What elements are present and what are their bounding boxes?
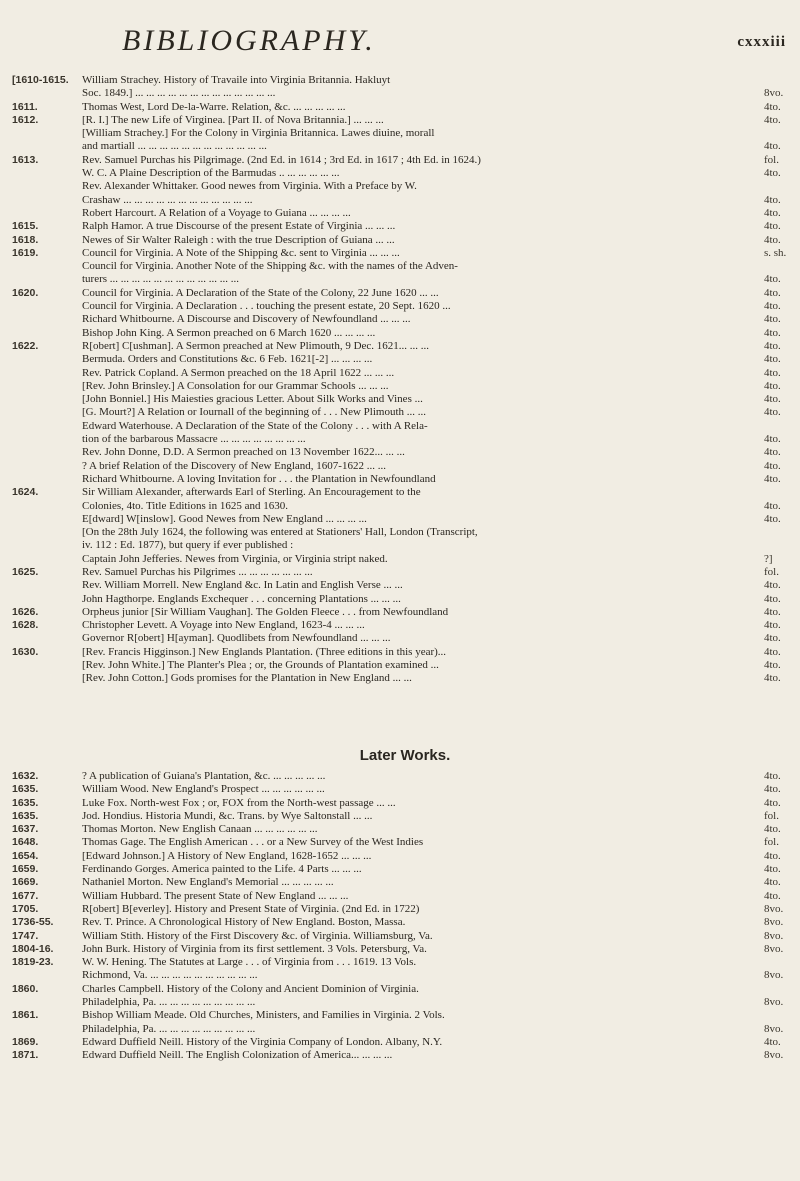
entry-year: 1622. [12, 339, 39, 352]
bibliography-entry [12, 1049, 798, 1062]
bibliography-entry [12, 956, 798, 969]
entry-year: 1611. [12, 100, 38, 113]
bibliography-entry [12, 553, 798, 566]
entry-format: 4to. [764, 353, 781, 366]
bibliography-entry [12, 1009, 798, 1022]
entry-text: Thomas West, Lord De-la-Warre. Relation, &c. ... ... ... ... ... [82, 100, 346, 113]
entry-format: 4to. [764, 796, 781, 809]
bibliography-entry [12, 916, 798, 929]
entry-text: Bermuda. Orders and Constitutions &c. 6 Feb. 1621[-2] ... ... ... ... [82, 353, 373, 366]
entry-text: [John Bonniel.] His Maiesties gracious Letter. About Silk Works and Vines ... [82, 393, 423, 406]
entry-format: fol. [764, 836, 779, 849]
entry-text: Bishop John King. A Sermon preached on 6 March 1620 ... ... ... ... [82, 326, 376, 339]
entry-text: Thomas Gage. The English American . . . or a New Survey of the West Indies [82, 836, 424, 849]
entry-text: William Hubbard. The present State of New England ... ... ... [82, 889, 349, 902]
entry-year: 1860. [12, 982, 39, 995]
entry-format: 4to. [764, 849, 781, 862]
entry-text: Rev. T. Prince. A Chronological History of New England. Boston, Massa. [82, 916, 406, 929]
bibliography-entry [12, 513, 798, 526]
entry-format: 4to. [764, 592, 781, 605]
bibliography-entry [12, 420, 798, 433]
bibliography-entry [12, 823, 798, 836]
entry-text: Luke Fox. North-west Fox ; or, FOX from the North-west passage ... ... [82, 796, 396, 809]
bibliography-entry [12, 460, 798, 473]
entry-format: 8vo. [764, 87, 784, 100]
entry-format: 4to. [764, 645, 781, 658]
bibliography-entry [12, 1036, 798, 1049]
entry-text: Rev. Samuel Purchas his Pilgrimage. (2nd Ed. in 1614 ; 3rd Ed. in 1617 ; 4th Ed. in 1624.) [82, 153, 481, 166]
entry-text: Edward Waterhouse. A Declaration of the State of the Colony . . . with A Rela- [82, 419, 428, 432]
entry-year: 1677. [12, 889, 39, 902]
entry-text: [On the 28th July 1624, the following was entered at Stationers' Hall, London (Transcript, [82, 526, 478, 539]
entry-text: Thomas Morton. New English Canaan ... ... ... ... ... ... [82, 823, 318, 836]
entry-format: 4to. [764, 499, 781, 512]
bibliography-entry [12, 486, 798, 499]
bibliography-entry [12, 140, 798, 153]
entry-format: 4to. [764, 193, 781, 206]
entry-text: [Edward Johnson.] A History of New England, 1628-1652 ... ... ... [82, 849, 372, 862]
entry-text: Rev. Patrick Copland. A Sermon preached on the 18 April 1622 ... ... ... [82, 366, 395, 379]
bibliography-entry [12, 167, 798, 180]
entry-text: Edward Duffield Neill. The English Colonization of America... ... ... ... [82, 1049, 393, 1062]
bibliography-entry [12, 863, 798, 876]
entry-text: turers ... ... ... ... ... ... ... ... ... ... ... ... [82, 273, 240, 286]
entry-format: 8vo. [764, 942, 784, 955]
entry-text: Ralph Hamor. A true Discourse of the present Estate of Virginia ... ... ... [82, 220, 396, 233]
entry-format: 8vo. [764, 1022, 784, 1035]
entry-text: Edward Duffield Neill. History of the Virginia Company of London. Albany, N.Y. [82, 1035, 443, 1048]
entry-text: Crashaw ... ... ... ... ... ... ... ... ... ... ... ... [82, 193, 253, 206]
bibliography-entry [12, 114, 798, 127]
entry-format: s. sh. [764, 246, 787, 259]
entry-text: Council for Virginia. Another Note of the Shipping &c. with the names of the Adven- [82, 260, 458, 273]
entry-text: Newes of Sir Walter Raleigh : with the true Description of Guiana ... ... [82, 233, 395, 246]
entry-format: 4to. [764, 433, 781, 446]
entry-text: Council for Virginia. A Declaration of the State of the Colony, 22 June 1620 ... ... [82, 286, 439, 299]
entry-text: Rev. Alexander Whittaker. Good newes from Virginia. With a Preface by W. [82, 180, 417, 193]
entry-format: 8vo. [764, 902, 784, 915]
bibliography-entry [12, 327, 798, 340]
bibliography-entry [12, 287, 798, 300]
bibliography-entry [12, 393, 798, 406]
entry-text: tion of the barbarous Massacre ... ... ... ... ... ... ... ... [82, 433, 306, 446]
bibliography-entry [12, 983, 798, 996]
entry-format: 4to. [764, 605, 781, 618]
entry-year: 1869. [12, 1035, 39, 1048]
entry-text: Captain John Jefferies. Newes from Virginia, or Virginia stript naked. [82, 552, 388, 565]
entry-format: fol. [764, 565, 779, 578]
entry-format: 8vo. [764, 996, 784, 1009]
entry-format: 4to. [764, 579, 781, 592]
bibliography-entry [12, 207, 798, 220]
entry-text: Rev. William Morrell. New England &c. In Latin and English Verse ... ... [82, 579, 403, 592]
bibliography-entry [12, 969, 798, 982]
entry-format: 4to. [764, 770, 781, 782]
entry-text: [Rev. John White.] The Planter's Plea ; or, the Grounds of Plantation examined ... [82, 659, 439, 672]
entry-format: 4to. [764, 459, 781, 472]
bibliography-entry [12, 433, 798, 446]
bibliography-entry [12, 313, 798, 326]
entry-year: 1635. [12, 796, 39, 809]
entry-year: 1630. [12, 645, 39, 658]
entry-format: 4to. [764, 300, 781, 313]
entry-text: ? A publication of Guiana's Plantation, &c. ... ... ... ... ... [82, 770, 326, 782]
entry-format: 4to. [764, 206, 781, 219]
bibliography-entry [12, 593, 798, 606]
entry-text: [Rev. John Brinsley.] A Consolation for our Grammar Schools ... ... ... [82, 379, 389, 392]
entry-format: 4to. [764, 286, 781, 299]
entry-text: Bishop William Meade. Old Churches, Ministers, and Families in Virginia. 2 Vols. [82, 1009, 445, 1022]
entry-year: 1637. [12, 823, 39, 836]
entry-format: 8vo. [764, 969, 784, 982]
bibliography-entry [12, 996, 798, 1009]
entry-year: 1669. [12, 876, 39, 889]
bibliography-entry [12, 836, 798, 849]
bibliography-entry [12, 74, 798, 87]
entry-year: 1626. [12, 605, 39, 618]
entry-year: 1632. [12, 770, 39, 782]
entry-text: Soc. 1849.] ... ... ... ... ... ... ... ... ... ... ... ... ... [82, 87, 276, 100]
entry-year: 1635. [12, 809, 39, 822]
bibliography-entry [12, 1023, 798, 1036]
entry-format: 4to. [764, 619, 781, 632]
page-number: cxxxiii [737, 34, 786, 50]
entry-format: 4to. [764, 113, 781, 126]
entry-text: William Wood. New England's Prospect ... ... ... ... ... ... [82, 783, 325, 796]
entry-format: 4to. [764, 220, 781, 233]
entry-year: 1618. [12, 233, 39, 246]
bibliography-entry [12, 646, 798, 659]
entry-text: John Hagthorpe. Englands Exchequer . . . concerning Plantations ... ... ... [82, 592, 401, 605]
entry-year: 1612. [12, 113, 39, 126]
entry-text: William Strachey. History of Travaile into Virginia Britannia. Hakluyt [82, 74, 391, 86]
entry-text: Rev. Samuel Purchas his Pilgrimes ... ... ... ... ... ... ... [82, 565, 313, 578]
bibliography-entry [12, 154, 798, 167]
bibliography-entry [12, 446, 798, 459]
entry-format: 4to. [764, 632, 781, 645]
bibliography-entry [12, 87, 798, 100]
bibliography-entry [12, 890, 798, 903]
entry-year: 1648. [12, 836, 39, 849]
entry-year: 1705. [12, 902, 39, 915]
entry-year: 1819-23. [12, 956, 54, 969]
entry-year: 1861. [12, 1009, 39, 1022]
bibliography-entry [12, 273, 798, 286]
entry-format: 4to. [764, 379, 781, 392]
entry-format: 4to. [764, 406, 781, 419]
entry-year: 1628. [12, 619, 39, 632]
entry-text: W. C. A Plaine Description of the Barmudas .. ... ... ... ... ... [82, 167, 340, 180]
bibliography-entry [12, 619, 798, 632]
bibliography-entry [12, 930, 798, 943]
later-works-list [12, 770, 798, 1063]
bibliography-entry [12, 247, 798, 260]
entry-year: 1615. [12, 220, 39, 233]
entry-text: Christopher Levett. A Voyage into New England, 1623-4 ... ... ... [82, 619, 365, 632]
bibliography-entry [12, 473, 798, 486]
bibliography-entry [12, 850, 798, 863]
entry-year: 1625. [12, 565, 39, 578]
entry-text: Orpheus junior [Sir William Vaughan]. The Golden Fleece . . . from Newfoundland [82, 605, 449, 618]
entry-text: Robert Harcourt. A Relation of a Voyage to Guiana ... ... ... ... [82, 206, 351, 219]
bibliography-list [12, 74, 798, 686]
entry-text: [G. Mourt?] A Relation or Iournall of the beginning of . . . New Plimouth ... ... [82, 406, 427, 419]
entry-year: 1620. [12, 286, 39, 299]
bibliography-entry [12, 632, 798, 645]
entry-text: Jod. Hondius. Historia Mundi, &c. Trans. by Wye Saltonstall ... ... [82, 809, 373, 822]
bibliography-entry [12, 380, 798, 393]
bibliography-entry [12, 783, 798, 796]
entry-text: Philadelphia, Pa. ... ... ... ... ... ... ... ... ... [82, 1022, 256, 1035]
entry-format: 4to. [764, 672, 781, 685]
bibliography-entry [12, 353, 798, 366]
entry-text: and martiall ... ... ... ... ... ... ... ... ... ... ... ... [82, 140, 267, 153]
entry-format: 4to. [764, 393, 781, 406]
entry-format: 4to. [764, 366, 781, 379]
bibliography-entry [12, 770, 798, 783]
entry-format: fol. [764, 153, 779, 166]
entry-text: E[dward] W[inslow]. Good Newes from New England ... ... ... ... [82, 512, 367, 525]
entry-year: 1736-55. [12, 916, 54, 929]
entry-text: R[obert] B[everley]. History and Present State of Virginia. (2nd Ed. in 1722) [82, 902, 420, 915]
entry-format: 4to. [764, 783, 781, 796]
entry-year: 1659. [12, 863, 39, 876]
entry-format: 4to. [764, 100, 781, 113]
entry-year: 1613. [12, 153, 39, 166]
bibliography-entry [12, 127, 798, 140]
entry-format: 4to. [764, 1035, 781, 1048]
bibliography-entry [12, 539, 798, 552]
bibliography-entry [12, 500, 798, 513]
entry-format: 4to. [764, 273, 781, 286]
entry-text: [R. I.] The new Life of Virginea. [Part II. of Nova Britannia.] ... ... ... [82, 113, 384, 126]
bibliography-entry [12, 194, 798, 207]
entry-text: Governor R[obert] H[ayman]. Quodlibets from Newfoundland ... ... ... [82, 632, 391, 645]
bibliography-entry [12, 101, 798, 114]
entry-format: 8vo. [764, 1049, 784, 1062]
entry-format: 4to. [764, 167, 781, 180]
entry-text: [William Strachey.] For the Colony in Virginia Britannica. Lawes diuine, morall [82, 127, 435, 140]
entry-text: Council for Virginia. A Note of the Shipping &c. sent to Virginia ... ... ... [82, 246, 400, 259]
entry-text: Richard Whitbourne. A loving Invitation for . . . the Plantation in Newfoundland [82, 472, 436, 485]
entry-text: iv. 112 : Ed. 1877), but query if ever published : [82, 539, 294, 552]
entry-format: 4to. [764, 233, 781, 246]
entry-year: 1804-16. [12, 942, 54, 955]
entry-text: William Stith. History of the First Discovery &c. of Virginia. Williamsburg, Va. [82, 929, 433, 942]
entry-year: [1610-1615. [12, 74, 69, 86]
entry-text: [Rev. Francis Higginson.] New Englands Plantation. (Three editions in this year)... [82, 645, 447, 658]
bibliography-entry [12, 810, 798, 823]
bibliography-entry [12, 797, 798, 810]
running-header [80, 24, 786, 64]
entry-text: R[obert] C[ushman]. A Sermon preached at New Plimouth, 9 Dec. 1621... ... ... [82, 339, 430, 352]
entry-text: Richmond, Va. ... ... ... ... ... ... ... ... ... ... [82, 969, 258, 982]
entry-format: 8vo. [764, 929, 784, 942]
entry-format: 4to. [764, 863, 781, 876]
bibliography-entry [12, 220, 798, 233]
entry-text: ? A brief Relation of the Discovery of New England, 1607-1622 ... ... [82, 459, 386, 472]
page-title: BIBLIOGRAPHY. [122, 24, 376, 57]
entry-format: 4to. [764, 823, 781, 836]
bibliography-entry [12, 566, 798, 579]
bibliography-entry [12, 300, 798, 313]
bibliography-entry [12, 579, 798, 592]
bibliography-entry [12, 943, 798, 956]
entry-year: 1619. [12, 246, 39, 259]
bibliography-entry [12, 876, 798, 889]
entry-text: Philadelphia, Pa. ... ... ... ... ... ... ... ... ... [82, 996, 256, 1009]
entry-format: 4to. [764, 140, 781, 153]
bibliography-entry [12, 340, 798, 353]
entry-text: [Rev. John Cotton.] Gods promises for the Plantation in New England ... ... [82, 672, 412, 685]
entry-text: Richard Whitbourne. A Discourse and Discovery of Newfoundland ... ... ... [82, 313, 411, 326]
entry-year: 1747. [12, 929, 39, 942]
entry-year: 1654. [12, 849, 39, 862]
bibliography-entry [12, 180, 798, 193]
bibliography-entry [12, 367, 798, 380]
bibliography-entry [12, 659, 798, 672]
entry-format: fol. [764, 809, 779, 822]
entry-format: 4to. [764, 446, 781, 459]
entry-format: 4to. [764, 326, 781, 339]
bibliography-entry [12, 903, 798, 916]
entry-year: 1624. [12, 486, 39, 499]
entry-text: Sir William Alexander, afterwards Earl of Sterling. An Encouragement to the [82, 486, 421, 499]
entry-text: Rev. John Donne, D.D. A Sermon preached on 13 November 1622... ... ... [82, 446, 405, 459]
entry-format: 4to. [764, 512, 781, 525]
later-works-section [12, 741, 798, 1063]
entry-year: 1635. [12, 783, 39, 796]
entry-format: 4to. [764, 313, 781, 326]
entry-text: Council for Virginia. A Declaration . . . touching the present estate, 20 Sept. 1620 ... [82, 300, 451, 313]
bibliography-entry [12, 260, 798, 273]
entry-format: 4to. [764, 876, 781, 889]
entry-text: John Burk. History of Virginia from its first settlement. 3 Vols. Petersburg, Va. [82, 942, 427, 955]
entry-text: Charles Campbell. History of the Colony and Ancient Dominion of Virginia. [82, 982, 419, 995]
entry-format: 8vo. [764, 916, 784, 929]
entry-format: 4to. [764, 889, 781, 902]
entry-text: Ferdinando Gorges. America painted to the Life. 4 Parts ... ... ... [82, 863, 362, 876]
later-works-heading: Later Works. [359, 747, 451, 764]
bibliography-entry [12, 526, 798, 539]
entry-format: ?] [764, 552, 773, 565]
entry-text: Nathaniel Morton. New England's Memorial ... ... ... ... ... [82, 876, 334, 889]
bibliography-entry [12, 672, 798, 685]
entry-format: 4to. [764, 659, 781, 672]
bibliography-entry [12, 606, 798, 619]
entry-format: 4to. [764, 472, 781, 485]
entry-format: 4to. [764, 339, 781, 352]
bibliography-entry [12, 234, 798, 247]
bibliography-entry [12, 406, 798, 419]
entry-text: W. W. Hening. The Statutes at Large . . . of Virginia from . . . 1619. 13 Vols. [82, 956, 417, 969]
entry-text: Colonies, 4to. Title Editions in 1625 and 1630. [82, 499, 288, 512]
entry-year: 1871. [12, 1049, 39, 1062]
